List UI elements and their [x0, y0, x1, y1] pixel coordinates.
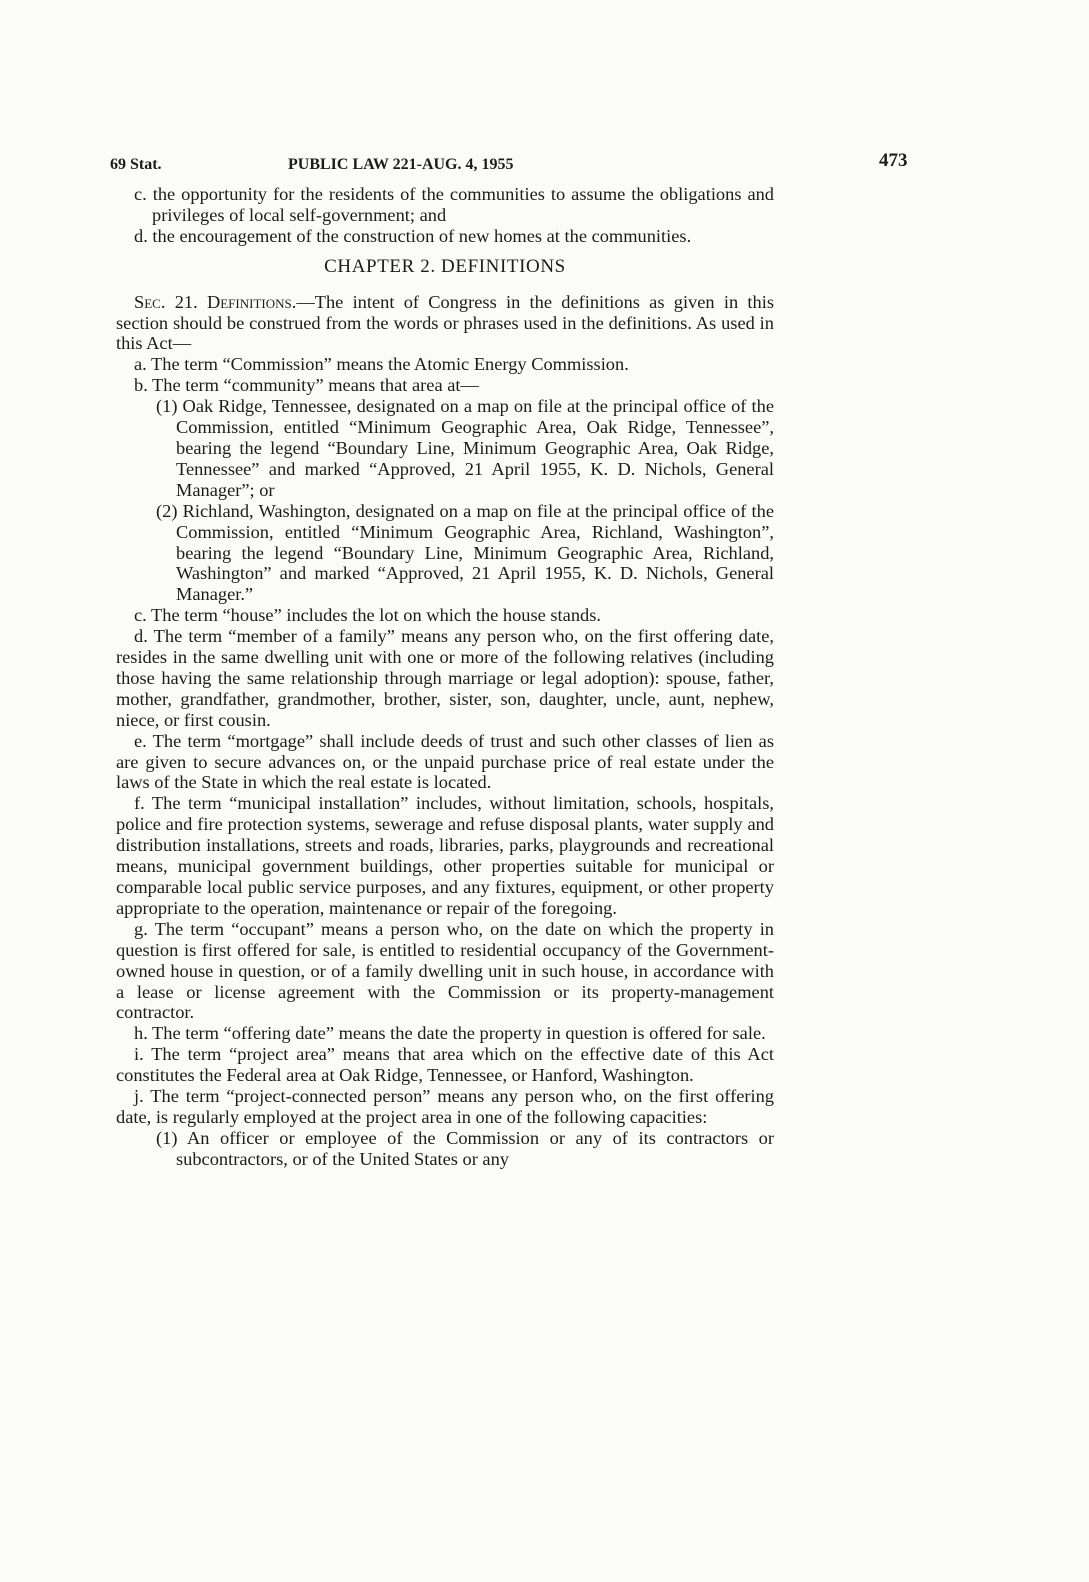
section-label: Sec. 21.	[134, 291, 198, 312]
definition-c: c. The term “house” includes the lot on which the house stands.	[134, 605, 601, 626]
chapter-heading: CHAPTER 2. DEFINITIONS	[324, 255, 566, 277]
volume-citation: 69 Stat.	[110, 156, 162, 173]
definition-b2: (2) Richland, Washington, designated on a map on file at the principal office of the Commission, entitled “Minimum Geographic Area, Richland, Washington”, bearing the legend “Boundary Line, Minimum Geographic Area, Richland, Washington” and marked “Approved, 21 April 1955, K. D. Nichols, General Manager.”	[156, 500, 774, 605]
definition-g: g. The term “occupant” means a person who, on the date on which the property in question is first offered for sale, is entitled to residential occupancy of the Government-owned house in question, or of a family dwelling unit in such house, in accordance with a lease or license agreement with the Commission or its property-management contractor.	[116, 918, 774, 1023]
definition-d: d. The term “member of a family” means any person who, on the first offering date, resides in the same dwelling unit with one or more of the following relatives (including those having the same relationship through marriage or legal adoption): spouse, father, mother, grandfather, grandmother, brother, sister, son, daughter, uncle, aunt, nephew, niece, or first cousin.	[116, 626, 774, 730]
section-21-intro	[116, 292, 774, 355]
section-caption: Definitions.	[206, 291, 297, 312]
running-head	[110, 150, 908, 184]
definition-i: i. The term “project area” means that area which on the effective date of this Act constitutes the Federal area at Oak Ridge, Tennessee, or Hanford, Washington.	[116, 1044, 774, 1086]
paragraph-d-encouragement: d. the encouragement of the construction of new homes at the communities.	[134, 225, 692, 246]
paragraph-c-opportunity: c. the opportunity for the residents of the communities to assume the obligations and privileges of local self-government; and	[134, 184, 774, 225]
definition-f: f. The term “municipal installation” includes, without limitation, schools, hospitals, police and fire protection systems, sewerage and refuse disposal plants, water supply and distribution installations, streets and roads, libraries, parks, playgrounds and recreational means, municipal government buildings, other properties suitable for municipal or comparable local public service purposes, and any fixtures, equipment, or other property appropriate to the operation, maintenance or repair of the foregoing.	[116, 793, 774, 918]
definition-b1: (1) Oak Ridge, Tennessee, designated on a map on file at the principal office of the Commission, entitled “Minimum Geographic Area, Oak Ridge, Tennessee”, bearing the legend “Boundary Line, Minimum Geographic Area, Oak Ridge, Tennessee” and marked “Approved, 21 April 1955, K. D. Nichols, General Manager”; or	[156, 396, 774, 500]
page-number: 473	[879, 150, 908, 171]
definition-b: b. The term “community” means that area at—	[134, 375, 479, 396]
section-intro-text: —The intent of Congress in the definitions as given in this section should be construed from the words or phrases used in the definitions. As used in this Act—	[116, 291, 774, 354]
body-text	[116, 184, 774, 1170]
document-page	[110, 150, 908, 1170]
definition-j: j. The term “project-connected person” means any person who, on the first offering date, is regularly employed at the project area in one of the following capacities:	[116, 1086, 774, 1127]
running-title: PUBLIC LAW 221-AUG. 4, 1955	[288, 156, 514, 173]
definition-a: a. The term “Commission” means the Atomic Energy Commission.	[134, 354, 629, 375]
definition-j1: (1) An officer or employee of the Commission or any of its contractors or subcontractors, or of the United States or any	[156, 1127, 774, 1169]
definition-h: h. The term “offering date” means the date the property in question is offered for sale.	[134, 1023, 766, 1044]
definition-e: e. The term “mortgage” shall include deeds of trust and such other classes of lien as are given to secure advances on, or the unpaid purchase price of real estate under the laws of the State in which the real estate is located.	[116, 730, 774, 793]
